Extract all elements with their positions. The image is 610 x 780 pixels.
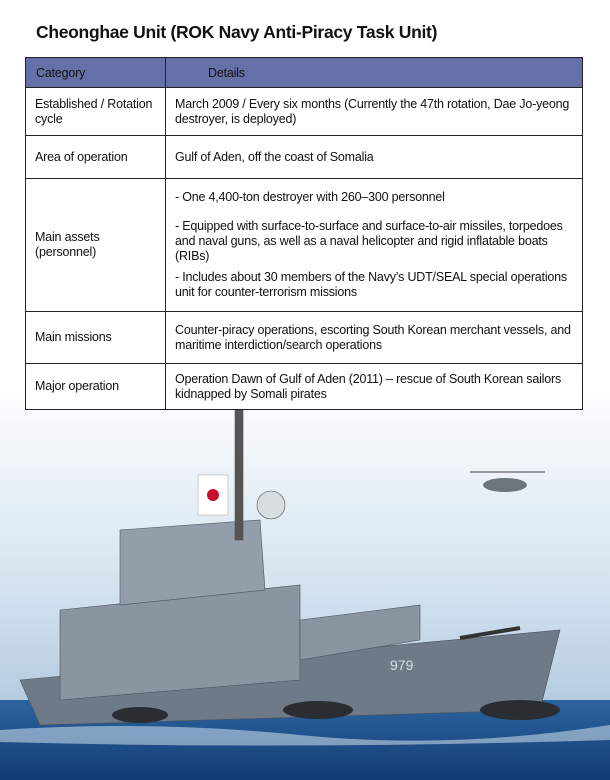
- hull-number: 979: [390, 657, 414, 673]
- info-table: [25, 57, 583, 410]
- details-cell: March 2009 / Every six months (Currently the 47th rotation, Dae Jo-yeong destroyer, is deployed): [166, 88, 583, 136]
- category-cell: Established / Rotation cycle: [26, 88, 166, 136]
- table-row: [26, 88, 583, 136]
- category-cell: Major operation: [26, 364, 166, 410]
- asset-bullet: - Equipped with surface-to-surface and surface-to-air missiles, torpedoes and naval guns, as well as a naval helicopter and rigid inflatable boats (RIBs): [175, 219, 563, 263]
- header-category: Category: [26, 58, 166, 88]
- category-cell: Main missions: [26, 312, 166, 364]
- details-cell: Counter-piracy operations, escorting South Korean merchant vessels, and maritime interdiction/search operations: [166, 312, 583, 364]
- asset-bullet: - One 4,400-ton destroyer with 260–300 personnel: [175, 190, 445, 204]
- korean-flag: [198, 475, 228, 515]
- table-row: [26, 364, 583, 410]
- destroyer-photo: [0, 380, 610, 780]
- table-row: [26, 136, 583, 179]
- table-row: [26, 312, 583, 364]
- details-cell: Gulf of Aden, off the coast of Somalia: [166, 136, 583, 179]
- asset-bullet: - Includes about 30 members of the Navy’s UDT/SEAL special operations unit for counter-terrorism missions: [175, 270, 567, 299]
- details-cell: [166, 179, 583, 312]
- table-row: [26, 179, 583, 312]
- category-cell: Main assets (personnel): [26, 179, 166, 312]
- details-cell: Operation Dawn of Gulf of Aden (2011) – rescue of South Korean sailors kidnapped by Somali pirates: [166, 364, 583, 410]
- page-title: Cheonghae Unit (ROK Navy Anti-Piracy Task Unit): [36, 22, 438, 42]
- header-details: Details: [166, 58, 583, 88]
- category-cell: Area of operation: [26, 136, 166, 179]
